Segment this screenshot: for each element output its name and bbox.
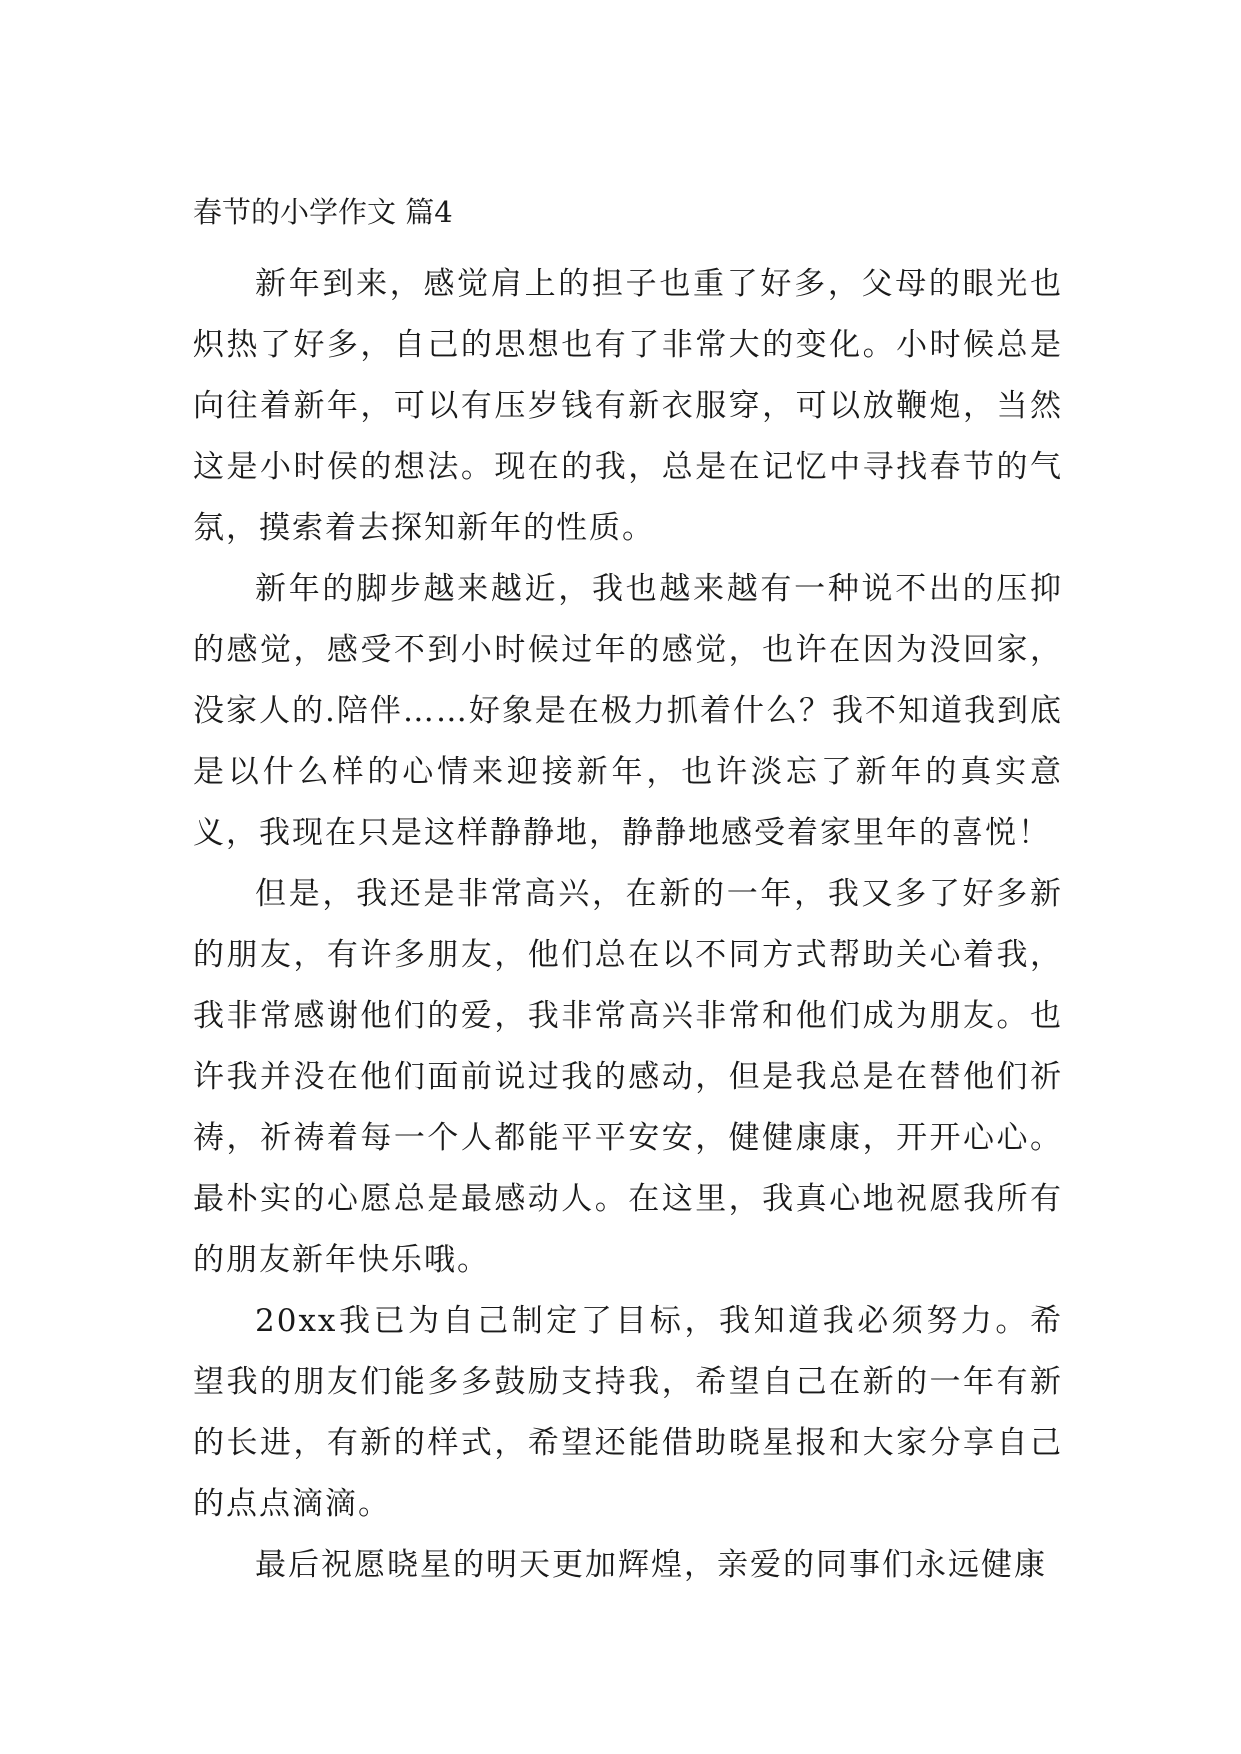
document-title: 春节的小学作文 篇4 — [193, 195, 453, 229]
paragraph-1: 新年到来，感觉肩上的担子也重了好多，父母的眼光也炽热了好多，自己的思想也有了非常大的变化。小时候总是向往着新年，可以有压岁钱有新衣服穿，可以放鞭炮，当然这是小时侯的想法。现在的我，总是在记忆中寻找春节的气氛，摸索着去探知新年的性质。 — [193, 266, 1063, 546]
paragraph-5: 最后祝愿晓星的明天更加辉煌，亲爱的同事们永远健康 — [255, 1547, 1047, 1583]
paragraph-3: 但是，我还是非常高兴，在新的一年，我又多了好多新的朋友，有许多朋友，他们总在以不同方式帮助关心着我，我非常感谢他们的爱，我非常高兴非常和他们成为朋友。也许我并没在他们面前说过我的感动，但是我总是在替他们祈祷，祈祷着每一个人都能平平安安，健健康康，开开心心。最朴实的心愿总是最感动人。在这里，我真心地祝愿我所有的朋友新年快乐哦。 — [193, 876, 1063, 1278]
document-body — [193, 192, 1063, 1596]
paragraph-4: 20xx我已为自己制定了目标，我知道我必须努力。希望我的朋友们能多多鼓励支持我，希望自己在新的一年有新的长进，有新的样式，希望还能借助晓星报和大家分享自己的点点滴滴。 — [193, 1303, 1063, 1522]
paragraph-2: 新年的脚步越来越近，我也越来越有一种说不出的压抑的感觉，感受不到小时候过年的感觉，也许在因为没回家，没家人的.陪伴……好象是在极力抓着什么？我不知道我到底是以什么样的心情来迎接新年，也许淡忘了新年的真实意义，我现在只是这样静静地，静静地感受着家里年的喜悦！ — [193, 571, 1063, 851]
